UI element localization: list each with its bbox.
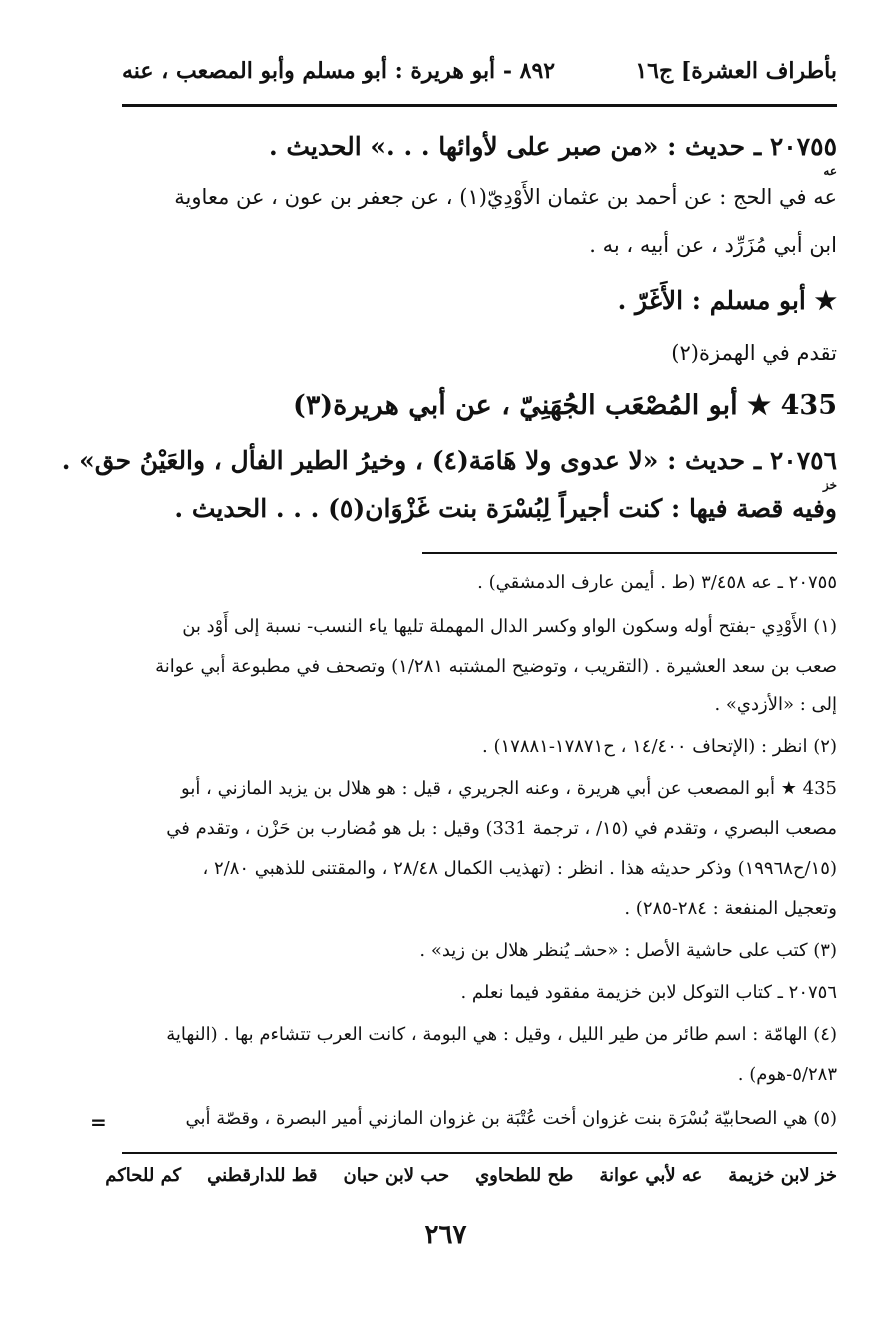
footnote-4-line-1: (٤) الهامّة : اسم طائر من طير الليل ، وقيل : هي البومة ، كانت العرب تتشاءم بها . (النهاية <box>166 1024 837 1045</box>
footnote-1-line-3: إلى : «الأزدي» . <box>714 694 837 715</box>
footnote-source-20756: ٢٠٧٥٦ ـ كتاب التوكل لابن خزيمة مفقود فيما نعلم . <box>460 982 837 1003</box>
abbreviation-legend <box>105 1165 837 1195</box>
footnote-435-line-4: وتعجيل المنفعة : ٢٨٤-٢٨٥) . <box>624 898 837 919</box>
narrator-abu-musab-heading: 435 ★ أبو المُصْعَب الجُهَنِيّ ، عن أبي هريرة(٣) <box>293 390 837 421</box>
abbr-km: كم للحاكم <box>105 1165 182 1186</box>
footnote-3: (٣) كتب على حاشية الأصل : «حشـ يُنظر هلال بن زيد» . <box>419 940 837 961</box>
hadith-20756-heading: ٢٠٧٥٦ ـ حديث : «لا عدوى ولا هَامَة(٤) ، وخيرُ الطير الفأل ، والعَيْنُ حق» . <box>61 446 837 475</box>
isnad-line-2: ابن أبي مُزَرِّد ، عن أبيه ، به . <box>589 233 837 257</box>
footnote-source-20755: ٢٠٧٥٥ ـ عه ٣/٤٥٨ (ط . أيمن عارف الدمشقي) . <box>477 572 837 593</box>
header-section: ٨٩٢ - أبو هريرة : أبو مسلم وأبو المصعب ، عنه <box>122 58 556 84</box>
page-number: ٢٦٧ <box>424 1220 467 1250</box>
hadith-20756-story: وفيه قصة فيها : كنت أجيراً لِبُسْرَة بنت غَزْوَان(٥) . . . الحديث . <box>174 494 837 523</box>
hadith-20755-heading: ٢٠٧٥٥ ـ حديث : «من صبر على لأوائها . . .» الحديث . <box>268 132 837 161</box>
cross-reference-hamza: تقدم في الهمزة(٢) <box>671 341 837 365</box>
continuation-mark: = <box>90 1110 107 1134</box>
abbr-th: طح للطحاوي <box>475 1165 574 1186</box>
footnote-4-line-2: ٥/٢٨٣-هوم) . <box>737 1064 837 1085</box>
abbr-khz: خز لابن خزيمة <box>728 1165 837 1186</box>
footnote-1-line-1: (١) الأَوْدِي -بفتح أوله وسكون الواو وكسر الدال المهملة تليها ياء النسب- نسبة إلى أَوْد بن <box>182 616 837 637</box>
footnote-2: (٢) انظر : (الإتحاف ١٤/٤٠٠ ، ح١٧٨٧١-١٧٨٨١) . <box>482 736 837 757</box>
footnote-435-line-1: 435 ★ أبو المصعب عن أبي هريرة ، وعنه الجريري ، قيل : هو هلال بن يزيد المازني ، أبو <box>181 778 837 799</box>
abbr-aah: عه لأبي عوانة <box>599 1165 703 1186</box>
footnote-separator <box>422 552 837 554</box>
source-marker-aah: عه <box>823 164 837 178</box>
header-volume: بأطراف العشرة] ج١٦ <box>635 58 837 84</box>
isnad-line-1: عه في الحج : عن أحمد بن عثمان الأَوْدِيّ(١) ، عن جعفر بن عون ، عن معاوية <box>174 185 837 209</box>
running-header <box>122 58 837 94</box>
footnote-1-line-2: صعب بن سعد العشيرة . (التقريب ، وتوضيح المشتبه ١/٢٨١) وتصحف في مطبوعة أبي عوانة <box>155 656 837 677</box>
narrator-abu-muslim: ★ أبو مسلم : الأَغَرّ . <box>617 286 837 315</box>
footnote-5: (٥) هي الصحابيّة بُسْرَة بنت غزوان أخت عُتْبَة بن غزوان المازني أمير البصرة ، وقصّة أبي <box>185 1108 837 1129</box>
footnote-435-line-3: (١٥/ح١٩٩٦٨) وذكر حديثه هذا . انظر : (تهذيب الكمال ٢٨/٤٨ ، والمقتنى للذهبي ٢/٨٠ ، <box>202 858 837 879</box>
abbr-qt: قط للدارقطني <box>207 1165 318 1186</box>
footnote-435-line-2: مصعب البصري ، وتقدم في (١٥/ ، ترجمة 331) وقيل : بل هو مُضارب بن حَزْن ، وتقدم في <box>166 818 837 839</box>
abbreviation-rule <box>122 1152 837 1154</box>
header-rule <box>122 104 837 107</box>
abbr-hb: حب لابن حبان <box>343 1165 450 1186</box>
source-marker-khz: خز <box>822 478 837 492</box>
